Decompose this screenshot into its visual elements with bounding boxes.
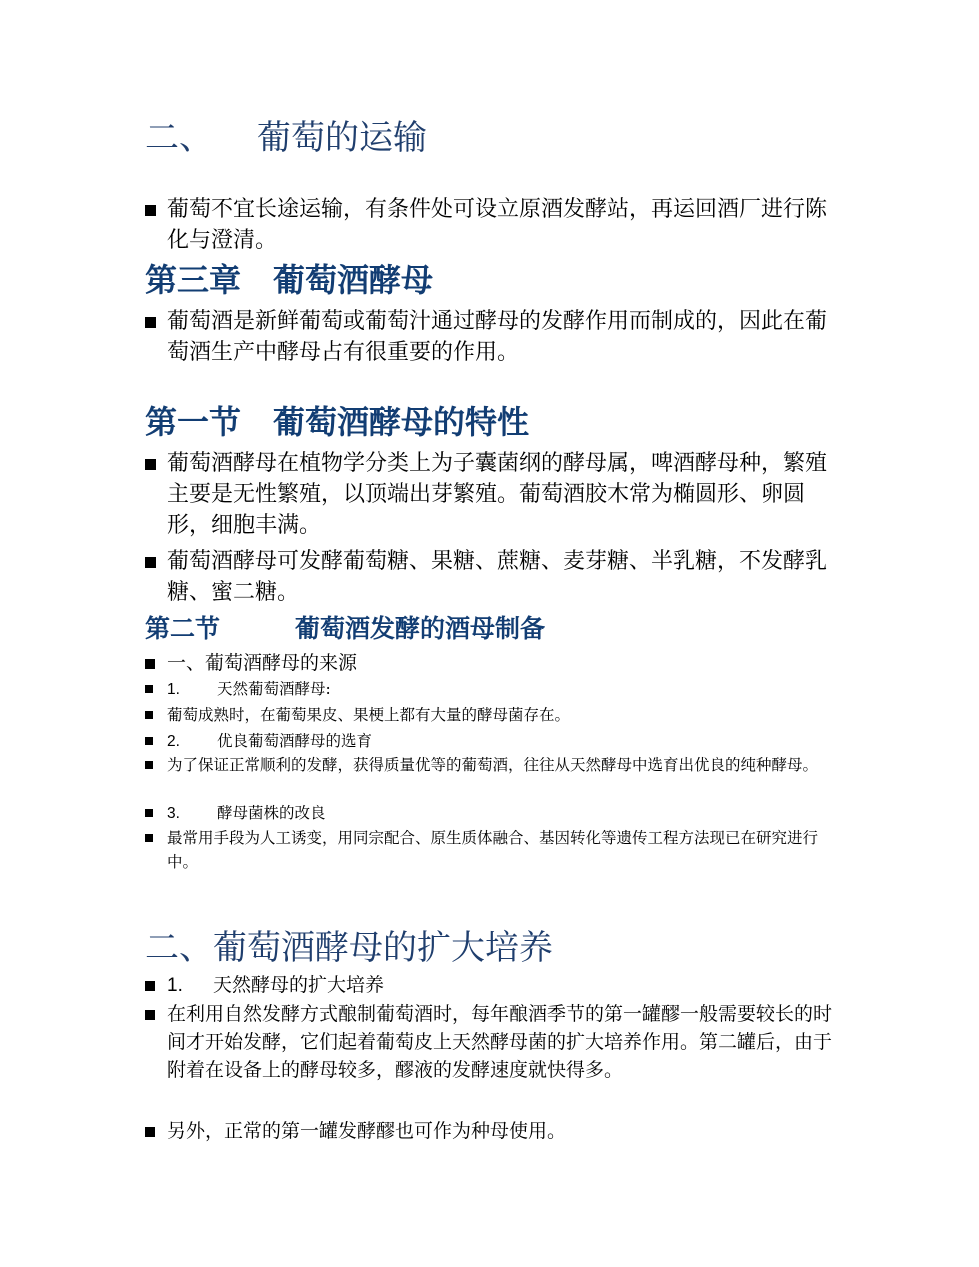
list-item [145, 194, 845, 256]
list-item-number: 3. [167, 805, 180, 822]
list-item [145, 546, 845, 608]
list-item [145, 448, 845, 541]
list-item-text: 葡萄酒酵母在植物学分类上为子囊菌纲的酵母属，啤酒酵母种，繁殖主要是无性繁殖，以顶端出芽繁殖。葡萄酒胶木常为椭圆形、卵圆形，细胞丰满。 [167, 451, 828, 538]
bullet-square-icon [145, 737, 153, 745]
list-item [145, 677, 845, 702]
list-item-label: 天然葡萄酒酵母: [217, 680, 331, 698]
bullet-square-icon [145, 557, 156, 568]
list-item-text: 另外，正常的第一罐发酵醪也可作为种母使用。 [167, 1120, 567, 1142]
section-transport-heading-text: 葡萄的运输 [257, 118, 427, 158]
section-transport-heading-num: 二、 [145, 118, 213, 158]
section1-heading: 第一节 葡萄酒酵母的特性 [145, 403, 530, 441]
list-item-text [167, 729, 845, 754]
list-item [145, 1000, 845, 1084]
chapter3-heading: 第三章 葡萄酒酵母 [145, 261, 434, 299]
bullet-square-icon [145, 459, 156, 470]
list-item [145, 826, 845, 874]
list-item [145, 729, 845, 754]
section2-heading-label: 第二节 [145, 614, 221, 643]
list-item-text: 葡萄不宜长途运输，有条件处可设立原酒发酵站，再运回酒厂进行陈化与澄清。 [167, 197, 828, 253]
list-item-text [167, 677, 845, 702]
list-item [145, 703, 845, 727]
list-item-text: 葡萄成熟时，在葡萄果皮、果梗上都有大量的酵母菌存在。 [167, 706, 571, 724]
list-item-text: 葡萄酒酵母可发酵葡萄糖、果糖、蔗糖、麦芽糖、半乳糖，不发酵乳糖、蜜二糖。 [167, 549, 828, 605]
bullet-square-icon [145, 761, 153, 769]
bullet-square-icon [145, 1127, 155, 1137]
bullet-square-icon [145, 834, 153, 842]
section2-heading [145, 612, 545, 646]
list-item [145, 306, 845, 368]
section2-heading-text: 葡萄酒发酵的酒母制备 [295, 614, 546, 643]
list-item-text: 最常用手段为人工诱变，用同宗配合、原生质体融合、基因转化等遗传工程方法现已在研究进行中。 [167, 829, 819, 871]
section-expand-heading: 二、葡萄酒酵母的扩大培养 [145, 928, 553, 968]
bullet-square-icon [145, 981, 155, 991]
list-item [145, 753, 845, 777]
list-item-label: 优良葡萄酒酵母的选育 [217, 732, 373, 750]
list-item-text: 为了保证正常顺利的发酵，获得质量优等的葡萄酒，往往从天然酵母中选育出优良的纯种酵母。 [167, 756, 819, 774]
list-item-number: 1. [167, 975, 183, 996]
bullet-square-icon [145, 711, 153, 719]
list-item-number: 2. [167, 733, 180, 750]
bullet-square-icon [145, 659, 155, 669]
list-item-number: 1. [167, 681, 180, 698]
bullet-square-icon [145, 685, 153, 693]
list-item-label: 天然酵母的扩大培养 [213, 974, 385, 996]
list-item-text: 一、葡萄酒酵母的来源 [167, 652, 358, 674]
list-item [145, 649, 845, 677]
list-item-label: 酵母菌株的改良 [217, 804, 326, 822]
bullet-square-icon [145, 1010, 155, 1020]
list-item-text: 在利用自然发酵方式酿制葡萄酒时，每年酿酒季节的第一罐醪一般需要较长的时间才开始发酵，它们起着葡萄皮上天然酵母菌的扩大培养作用。第二罐后，由于附着在设备上的酵母较多，醪液的发酵速度就快得多。 [167, 1003, 833, 1081]
list-item [145, 971, 845, 1000]
list-item-text [167, 801, 845, 826]
list-item-text: 葡萄酒是新鲜葡萄或葡萄汁通过酵母的发酵作用而制成的，因此在葡萄酒生产中酵母占有很重要的作用。 [167, 309, 828, 365]
bullet-square-icon [145, 205, 156, 216]
section-transport-heading [145, 115, 427, 161]
list-item-text [167, 971, 845, 1000]
list-item [145, 801, 845, 826]
bullet-square-icon [145, 809, 153, 817]
list-item [145, 1117, 845, 1145]
bullet-square-icon [145, 317, 156, 328]
